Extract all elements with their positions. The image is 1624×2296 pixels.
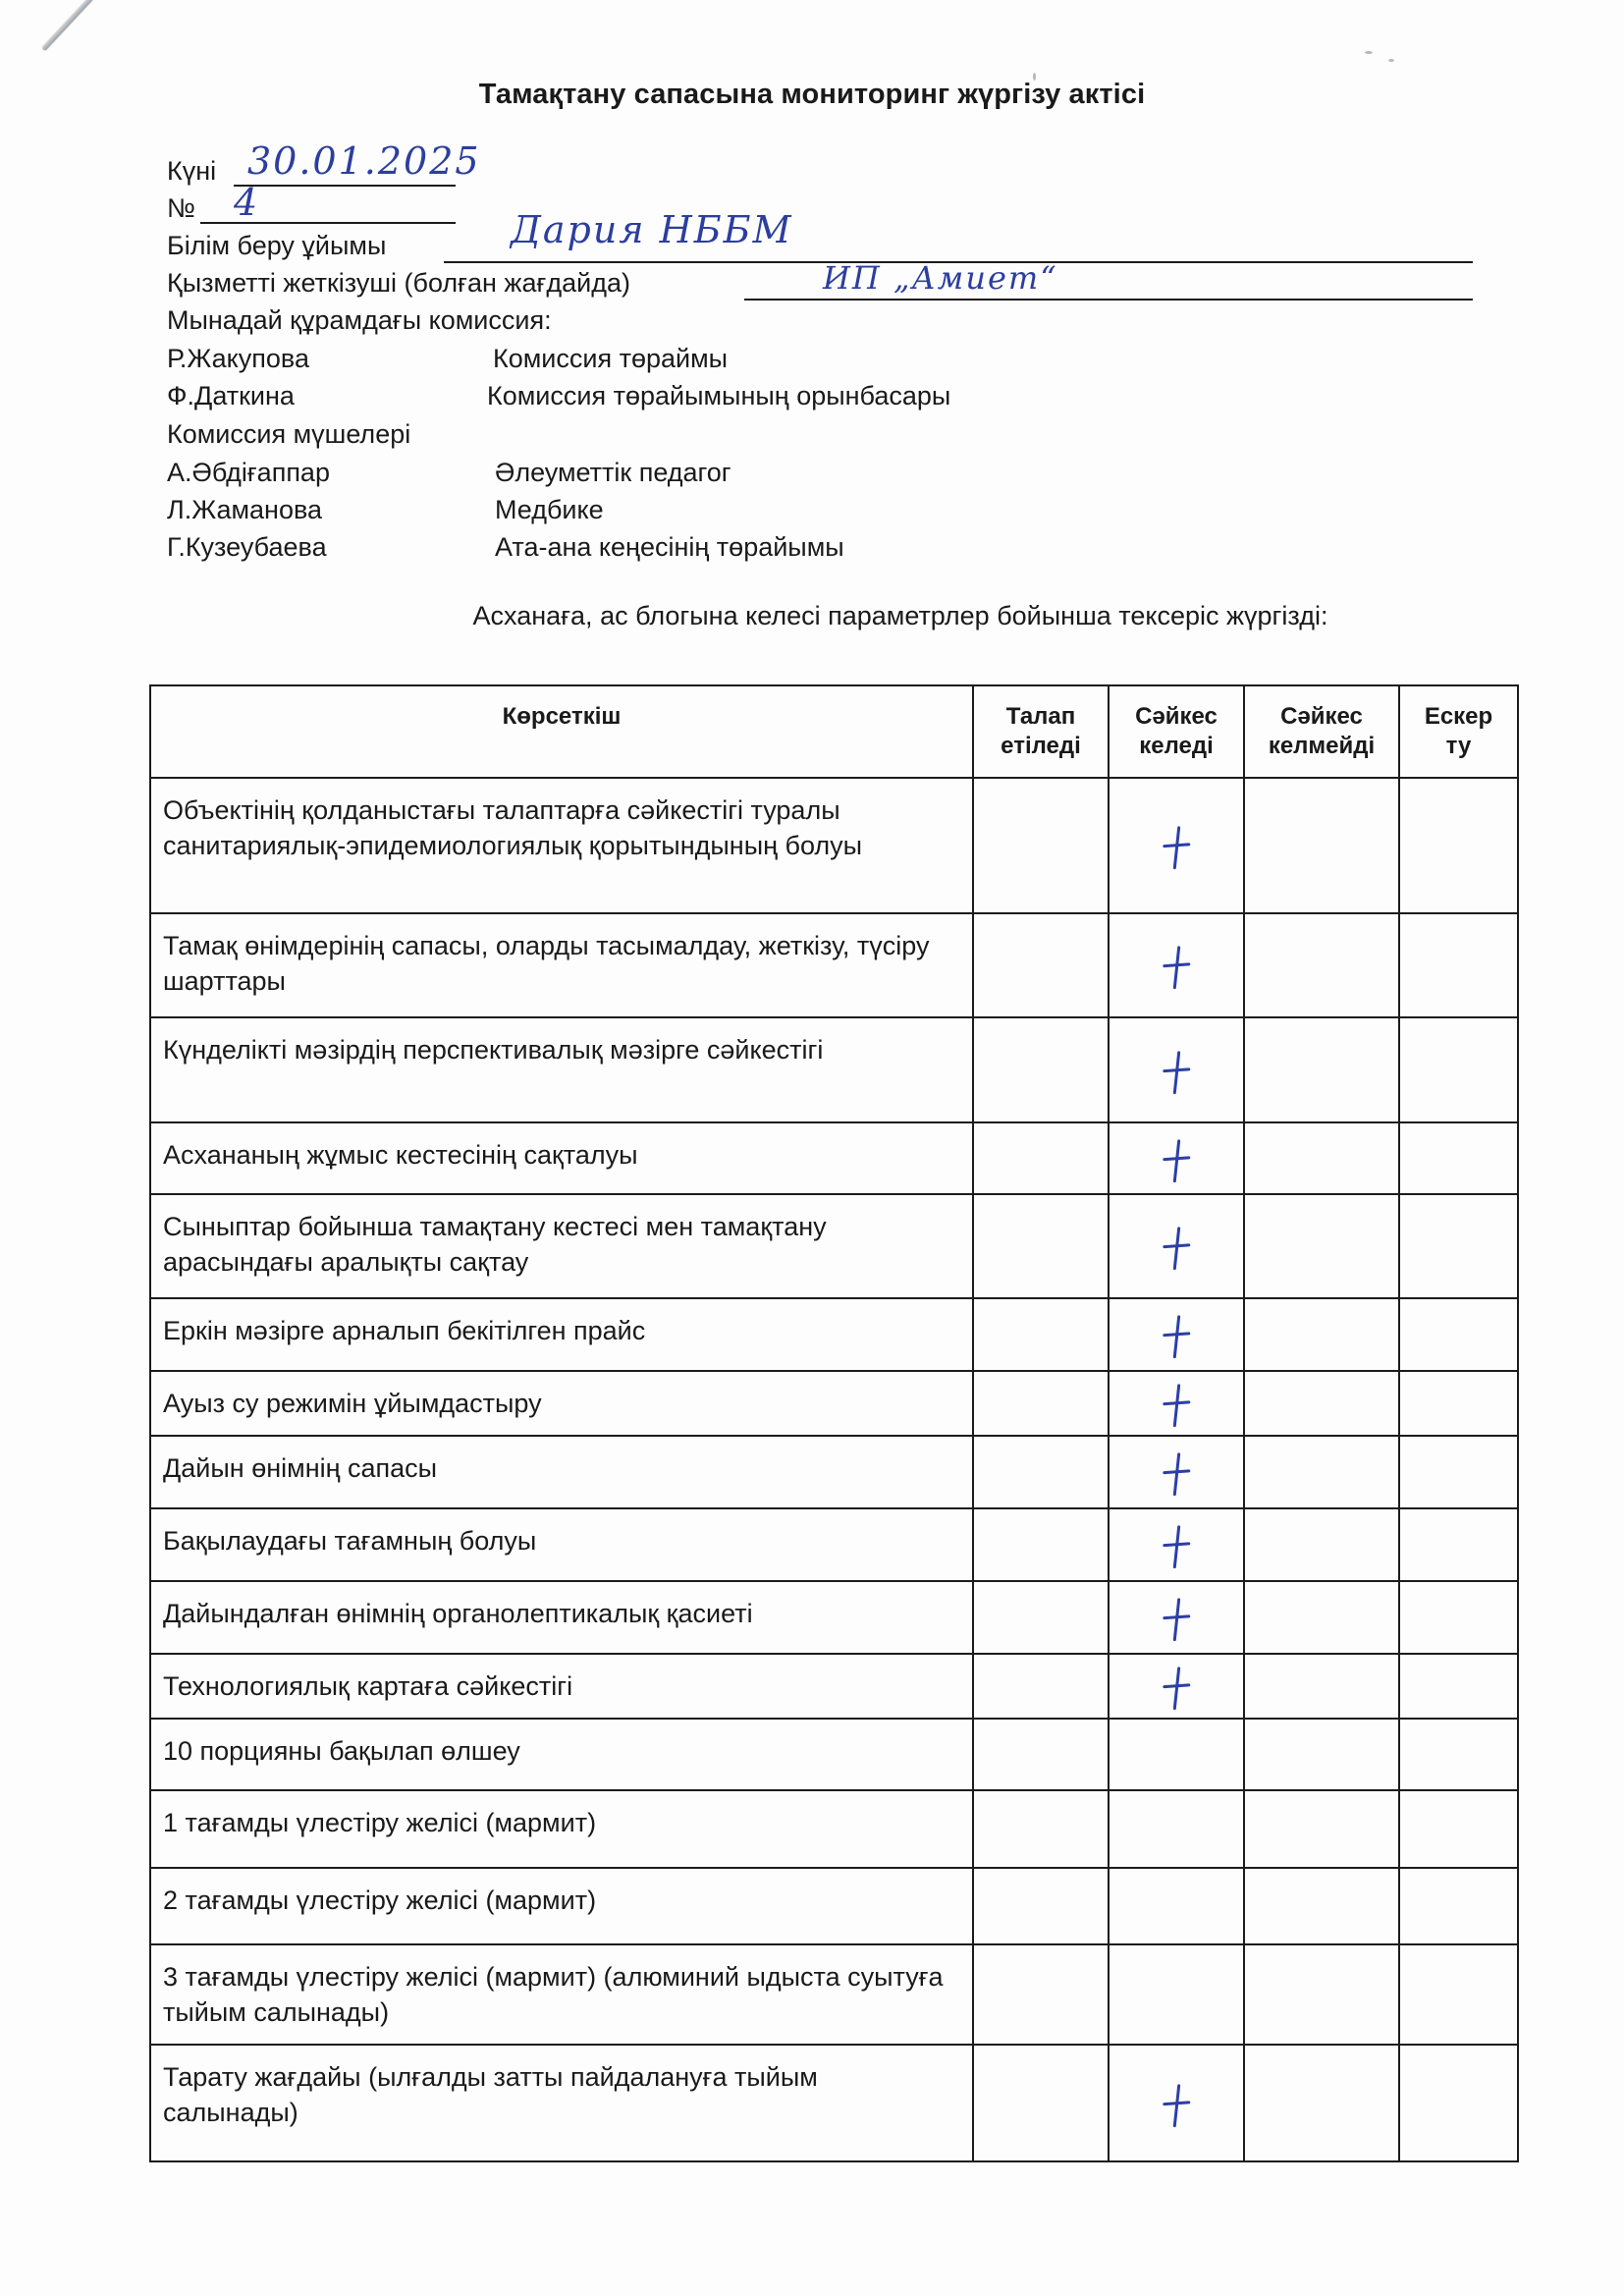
member-name: Г.Кузеубаева <box>167 532 327 562</box>
compliant-cell[interactable] <box>1109 1017 1244 1122</box>
check-plus-icon <box>1159 1226 1194 1272</box>
table-row <box>150 2045 1518 2161</box>
note-cell[interactable] <box>1399 2045 1518 2161</box>
check-plus-icon <box>1159 1451 1194 1498</box>
table-row <box>150 1719 1518 1790</box>
required-cell[interactable] <box>973 1298 1109 1371</box>
required-cell[interactable] <box>973 2045 1109 2161</box>
non-compliant-cell[interactable] <box>1244 1719 1399 1790</box>
staple-mark <box>41 0 98 51</box>
table-row <box>150 1654 1518 1719</box>
indicator-cell: 10 порцияны бақылап өлшеу <box>150 1719 973 1790</box>
table-row <box>150 1790 1518 1868</box>
required-cell[interactable] <box>973 913 1109 1017</box>
note-cell[interactable] <box>1399 1371 1518 1436</box>
indicator-cell: Объектінің қолданыстағы талаптарға сәйкестігі туралы санитариялық-эпидемиологиялық қорытындының болуы <box>150 778 973 913</box>
commission-members-heading: Комиссия мүшелері <box>167 419 411 449</box>
table-header-row <box>150 685 1518 778</box>
header-non-compliant: Сәйкес келмейді <box>1244 685 1399 778</box>
non-compliant-cell[interactable] <box>1244 1371 1399 1436</box>
required-cell[interactable] <box>973 1122 1109 1194</box>
check-plus-icon <box>1159 1383 1194 1429</box>
compliant-cell[interactable] <box>1109 1654 1244 1719</box>
note-cell[interactable] <box>1399 1790 1518 1868</box>
note-cell[interactable] <box>1399 778 1518 913</box>
commission-heading: Мынадай құрамдағы комиссия: <box>167 305 552 335</box>
inspection-table <box>149 684 1519 2162</box>
note-cell[interactable] <box>1399 1654 1518 1719</box>
required-cell[interactable] <box>973 1581 1109 1654</box>
number-field[interactable]: 4 <box>234 181 260 224</box>
compliant-cell[interactable] <box>1109 1298 1244 1371</box>
compliant-cell[interactable] <box>1109 2045 1244 2161</box>
compliant-cell[interactable] <box>1109 778 1244 913</box>
commission-deputy-role: Комиссия төрайымының орынбасары <box>487 381 951 410</box>
non-compliant-cell[interactable] <box>1244 1017 1399 1122</box>
compliant-cell[interactable] <box>1109 1436 1244 1508</box>
table-row <box>150 1122 1518 1194</box>
non-compliant-cell[interactable] <box>1244 1581 1399 1654</box>
check-plus-icon <box>1159 945 1194 991</box>
inspection-intro: Асханаға, ас блогына келесі параметрлер бойынша тексеріс жүргізді: <box>472 601 1328 630</box>
non-compliant-cell[interactable] <box>1244 1194 1399 1298</box>
compliant-cell[interactable] <box>1109 1719 1244 1790</box>
supplier-underline <box>744 299 1473 301</box>
note-cell[interactable] <box>1399 1581 1518 1654</box>
note-cell[interactable] <box>1399 1298 1518 1371</box>
header-compliant: Сәйкес келеді <box>1109 685 1244 778</box>
member-role: Әлеуметтік педагог <box>495 458 731 487</box>
check-plus-icon <box>1159 1314 1194 1360</box>
non-compliant-cell[interactable] <box>1244 2045 1399 2161</box>
required-cell[interactable] <box>973 1790 1109 1868</box>
check-plus-icon <box>1159 1597 1194 1643</box>
non-compliant-cell[interactable] <box>1244 1508 1399 1581</box>
indicator-cell: Дайын өнімнің сапасы <box>150 1436 973 1508</box>
note-cell[interactable] <box>1399 1944 1518 2045</box>
table-row <box>150 1298 1518 1371</box>
indicator-cell: Дайындалған өнімнің органолептикалық қасиеті <box>150 1581 973 1654</box>
scan-speck <box>1388 59 1394 62</box>
non-compliant-cell[interactable] <box>1244 913 1399 1017</box>
date-underline <box>234 185 456 187</box>
check-plus-icon <box>1159 825 1194 871</box>
commission-chair-role: Комиссия төраймы <box>493 344 729 373</box>
required-cell[interactable] <box>973 778 1109 913</box>
check-plus-icon <box>1159 1049 1194 1095</box>
header-required: Талап етіледі <box>973 685 1109 778</box>
table-row <box>150 1581 1518 1654</box>
note-cell[interactable] <box>1399 1868 1518 1944</box>
member-name: Л.Жаманова <box>167 495 323 524</box>
note-cell[interactable] <box>1399 1508 1518 1581</box>
table-row <box>150 1508 1518 1581</box>
table-row <box>150 1371 1518 1436</box>
check-plus-icon <box>1159 1137 1194 1183</box>
non-compliant-cell[interactable] <box>1244 1868 1399 1944</box>
date-label: Күні <box>167 156 217 186</box>
table-row <box>150 1194 1518 1298</box>
required-cell[interactable] <box>973 1194 1109 1298</box>
indicator-cell: 2 тағамды үлестіру желісі (мармит) <box>150 1868 973 1944</box>
non-compliant-cell[interactable] <box>1244 1298 1399 1371</box>
member-role: Ата-ана кеңесінің төрайымы <box>495 532 844 562</box>
indicator-cell: Тарату жағдайы (ылғалды затты пайдалануға тыйым салынады) <box>150 2045 973 2161</box>
required-cell[interactable] <box>973 1436 1109 1508</box>
table-row <box>150 913 1518 1017</box>
note-cell[interactable] <box>1399 1719 1518 1790</box>
required-cell[interactable] <box>973 1654 1109 1719</box>
table-row <box>150 1017 1518 1122</box>
indicator-cell: Сыныптар бойынша тамақтану кестесі мен тамақтану арасындағы аралықты сақтау <box>150 1194 973 1298</box>
scan-speck <box>1365 51 1373 54</box>
non-compliant-cell[interactable] <box>1244 1436 1399 1508</box>
check-plus-icon <box>1159 1666 1194 1712</box>
compliant-cell[interactable] <box>1109 1371 1244 1436</box>
non-compliant-cell[interactable] <box>1244 1654 1399 1719</box>
member-name: А.Әбдіғаппар <box>167 458 330 487</box>
organization-label: Білім беру ұйымы <box>167 231 387 260</box>
required-cell[interactable] <box>973 1371 1109 1436</box>
table-row <box>150 1868 1518 1944</box>
supplier-label: Қызметті жеткізуші (болған жағдайда) <box>167 268 630 298</box>
compliant-cell[interactable] <box>1109 1944 1244 2045</box>
indicator-cell: 1 тағамды үлестіру желісі (мармит) <box>150 1790 973 1868</box>
note-cell[interactable] <box>1399 1436 1518 1508</box>
compliant-cell[interactable] <box>1109 1790 1244 1868</box>
note-cell[interactable] <box>1399 1194 1518 1298</box>
organization-field[interactable]: Дария НББМ <box>511 208 793 251</box>
check-plus-icon <box>1159 2082 1194 2128</box>
table-row <box>150 1944 1518 2045</box>
indicator-cell: Технологиялық картаға сәйкестігі <box>150 1654 973 1719</box>
supplier-field[interactable]: ИП „Амиет“ <box>823 259 1058 297</box>
required-cell[interactable] <box>973 1017 1109 1122</box>
table-row <box>150 1436 1518 1508</box>
indicator-cell: Асхананың жұмыс кестесінің сақталуы <box>150 1122 973 1194</box>
compliant-cell[interactable] <box>1109 1508 1244 1581</box>
indicator-cell: Күнделікті мәзірдің перспективалық мәзірге сәйкестігі <box>150 1017 973 1122</box>
compliant-cell[interactable] <box>1109 1581 1244 1654</box>
note-cell[interactable] <box>1399 913 1518 1017</box>
non-compliant-cell[interactable] <box>1244 778 1399 913</box>
indicator-cell: Ауыз су режимін ұйымдастыру <box>150 1371 973 1436</box>
date-field[interactable]: 30.01.2025 <box>247 139 481 183</box>
member-role: Медбике <box>495 495 604 524</box>
document-title: Тамақтану сапасына мониторинг жүргізу актісі <box>478 79 1146 110</box>
table-row <box>150 778 1518 913</box>
compliant-cell[interactable] <box>1109 1868 1244 1944</box>
indicator-cell: 3 тағамды үлестіру желісі (мармит) (алюминий ыдыста суытуға тыйым салынады) <box>150 1944 973 2045</box>
non-compliant-cell[interactable] <box>1244 1790 1399 1868</box>
commission-deputy-name: Ф.Даткина <box>167 381 295 410</box>
indicator-cell: Тамақ өнімдерінің сапасы, оларды тасымалдау, жеткізу, түсіру шарттары <box>150 913 973 1017</box>
required-cell[interactable] <box>973 1868 1109 1944</box>
indicator-cell: Еркін мәзірге арналып бекітілген прайс <box>150 1298 973 1371</box>
required-cell[interactable] <box>973 1719 1109 1790</box>
note-cell[interactable] <box>1399 1017 1518 1122</box>
compliant-cell[interactable] <box>1109 913 1244 1017</box>
check-plus-icon <box>1159 1524 1194 1570</box>
note-cell[interactable] <box>1399 1122 1518 1194</box>
number-label: № <box>167 193 195 223</box>
commission-chair-name: Р.Жакупова <box>167 344 309 373</box>
required-cell[interactable] <box>973 1944 1109 2045</box>
compliant-cell[interactable] <box>1109 1194 1244 1298</box>
indicator-cell: Бақылаудағы тағамның болуы <box>150 1508 973 1581</box>
non-compliant-cell[interactable] <box>1244 1122 1399 1194</box>
required-cell[interactable] <box>973 1508 1109 1581</box>
header-note: Ескер ту <box>1399 685 1518 778</box>
header-indicator: Көрсеткіш <box>150 685 973 778</box>
compliant-cell[interactable] <box>1109 1122 1244 1194</box>
non-compliant-cell[interactable] <box>1244 1944 1399 2045</box>
